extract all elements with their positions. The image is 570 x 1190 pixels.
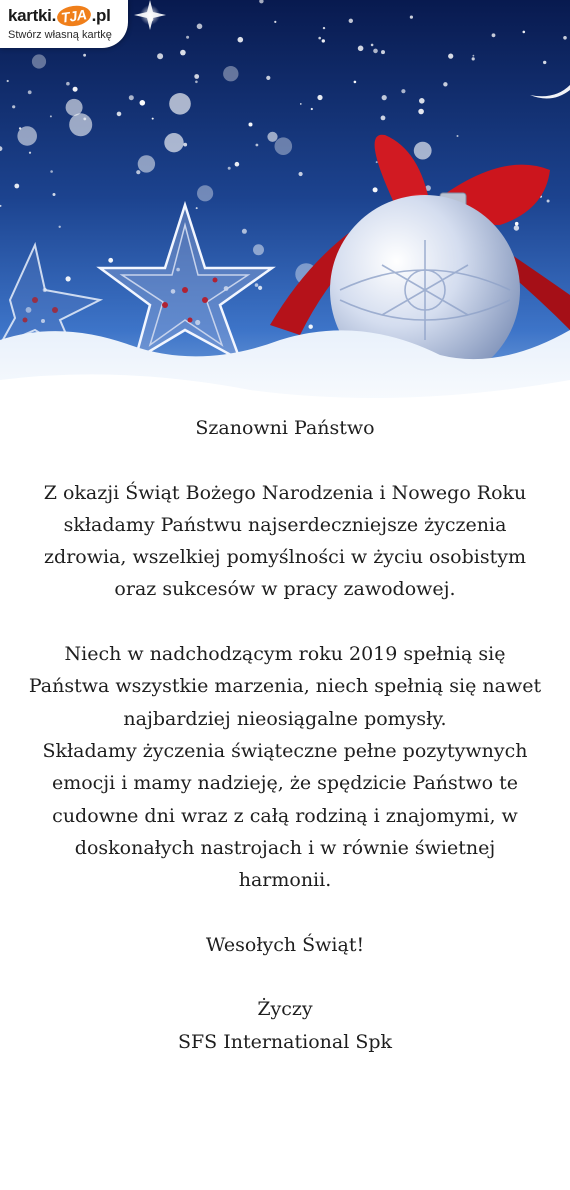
snowflake [472, 57, 475, 60]
snowflake [448, 54, 453, 59]
snowflake [275, 137, 293, 155]
card-message: Szanowni Państwo Z okazji Świąt Bożego Narodzenia i Nowego Roku składamy Państwu najserdeczniejsze życzenia zdrowia, wszelkiej pomyślności w życiu osobistym oraz sukcesów w pracy zawodowej. Niech w nadchodzącym roku 2019 spełnią się Państwa wszystkie marzenia, niech spełnią się nawet najbardziej nieosiągalne pomysły. Składamy życzenia świąteczne pełne pozytywnych emocji i mamy nadzieję, że spędzicie Państwo te cudowne dni wraz z całą rodziną i znajomymi, w doskonałych nastrojach i w równie świetnej harmonii. Wesołych Świąt! Życzy SFS International Spk [28, 417, 542, 1053]
snowflake [138, 155, 155, 172]
snowflake [66, 82, 70, 86]
snowflake [523, 31, 526, 34]
snowflake [83, 118, 86, 121]
snowflake [274, 21, 276, 23]
snowflake [69, 113, 92, 136]
snowflake [317, 95, 322, 100]
snowflake [195, 81, 198, 84]
snowflake [543, 61, 546, 64]
snowflake [50, 115, 52, 117]
snowflake [382, 95, 387, 100]
snowflake [242, 229, 247, 234]
snowflake [14, 184, 19, 189]
snowflake [300, 103, 302, 105]
snowflake [311, 108, 313, 110]
snowflake [59, 226, 61, 228]
snowflake [238, 37, 244, 43]
snowflake [32, 54, 46, 68]
snowflake [29, 152, 31, 154]
snowflake [196, 207, 198, 209]
logo-brand-suffix: .pl [91, 6, 111, 25]
christmas-illustration [0, 0, 570, 440]
snowflake [136, 170, 140, 174]
snowflake [157, 53, 163, 59]
snowflake [381, 50, 385, 54]
snowflake [66, 276, 71, 281]
snowflake [129, 95, 134, 100]
snowflake [419, 98, 425, 104]
snowflake [197, 24, 203, 30]
snowflake [28, 90, 32, 94]
snowflake [443, 82, 447, 86]
snowflake [12, 105, 15, 108]
snowflake [547, 200, 550, 203]
snowflake [410, 16, 413, 19]
snowflake [108, 258, 113, 263]
snowflake [563, 36, 567, 40]
snowflake [255, 283, 259, 287]
snowflake [223, 66, 238, 81]
snowflake [186, 36, 189, 39]
logo-tagline: Stwórz własną kartkę [8, 29, 112, 41]
snowflake [323, 27, 325, 29]
snowflake [473, 55, 475, 57]
snowflake [83, 54, 86, 57]
snowflake [258, 286, 262, 290]
snowflake [19, 127, 21, 129]
snowflake [194, 74, 199, 79]
snowflake [373, 187, 378, 192]
snowflake [140, 100, 146, 106]
snowflake [249, 123, 253, 127]
snowflake [266, 76, 270, 80]
snowflake [152, 118, 154, 120]
snowflake [418, 109, 424, 115]
snowflake [235, 162, 240, 167]
snowflake [197, 185, 213, 201]
snowflake [50, 170, 53, 173]
snowflake [349, 19, 353, 23]
snowflake [73, 87, 78, 92]
snowflake [253, 244, 264, 255]
snowflake [515, 222, 519, 226]
snowflake [492, 33, 496, 37]
snowflake [401, 89, 405, 93]
snowflake [373, 49, 378, 54]
snowflake [53, 193, 56, 196]
site-logo[interactable] [0, 0, 128, 48]
snowflake [66, 99, 83, 116]
snowflake [514, 225, 519, 230]
snowflake [299, 172, 303, 176]
snowflake [414, 142, 432, 160]
snowflake [381, 116, 386, 121]
snowflake [256, 144, 259, 147]
snowflake [318, 37, 321, 40]
snowflake [228, 167, 231, 170]
snowflake [371, 44, 374, 47]
snowflake [309, 325, 313, 329]
snowflake [322, 39, 325, 42]
snowflake [164, 133, 183, 152]
snowflake [376, 161, 378, 163]
snowflake [457, 135, 459, 137]
snowflake [169, 93, 191, 115]
snowflake [354, 81, 357, 84]
snowflake [117, 112, 122, 117]
logo-brand-prefix: kartki. [8, 6, 56, 25]
snowflake [358, 46, 364, 52]
logo-badge: TJA [56, 4, 92, 28]
snowflake [180, 50, 186, 56]
snowflake [7, 80, 9, 82]
snowflake [183, 143, 187, 147]
snowflake [267, 132, 277, 142]
